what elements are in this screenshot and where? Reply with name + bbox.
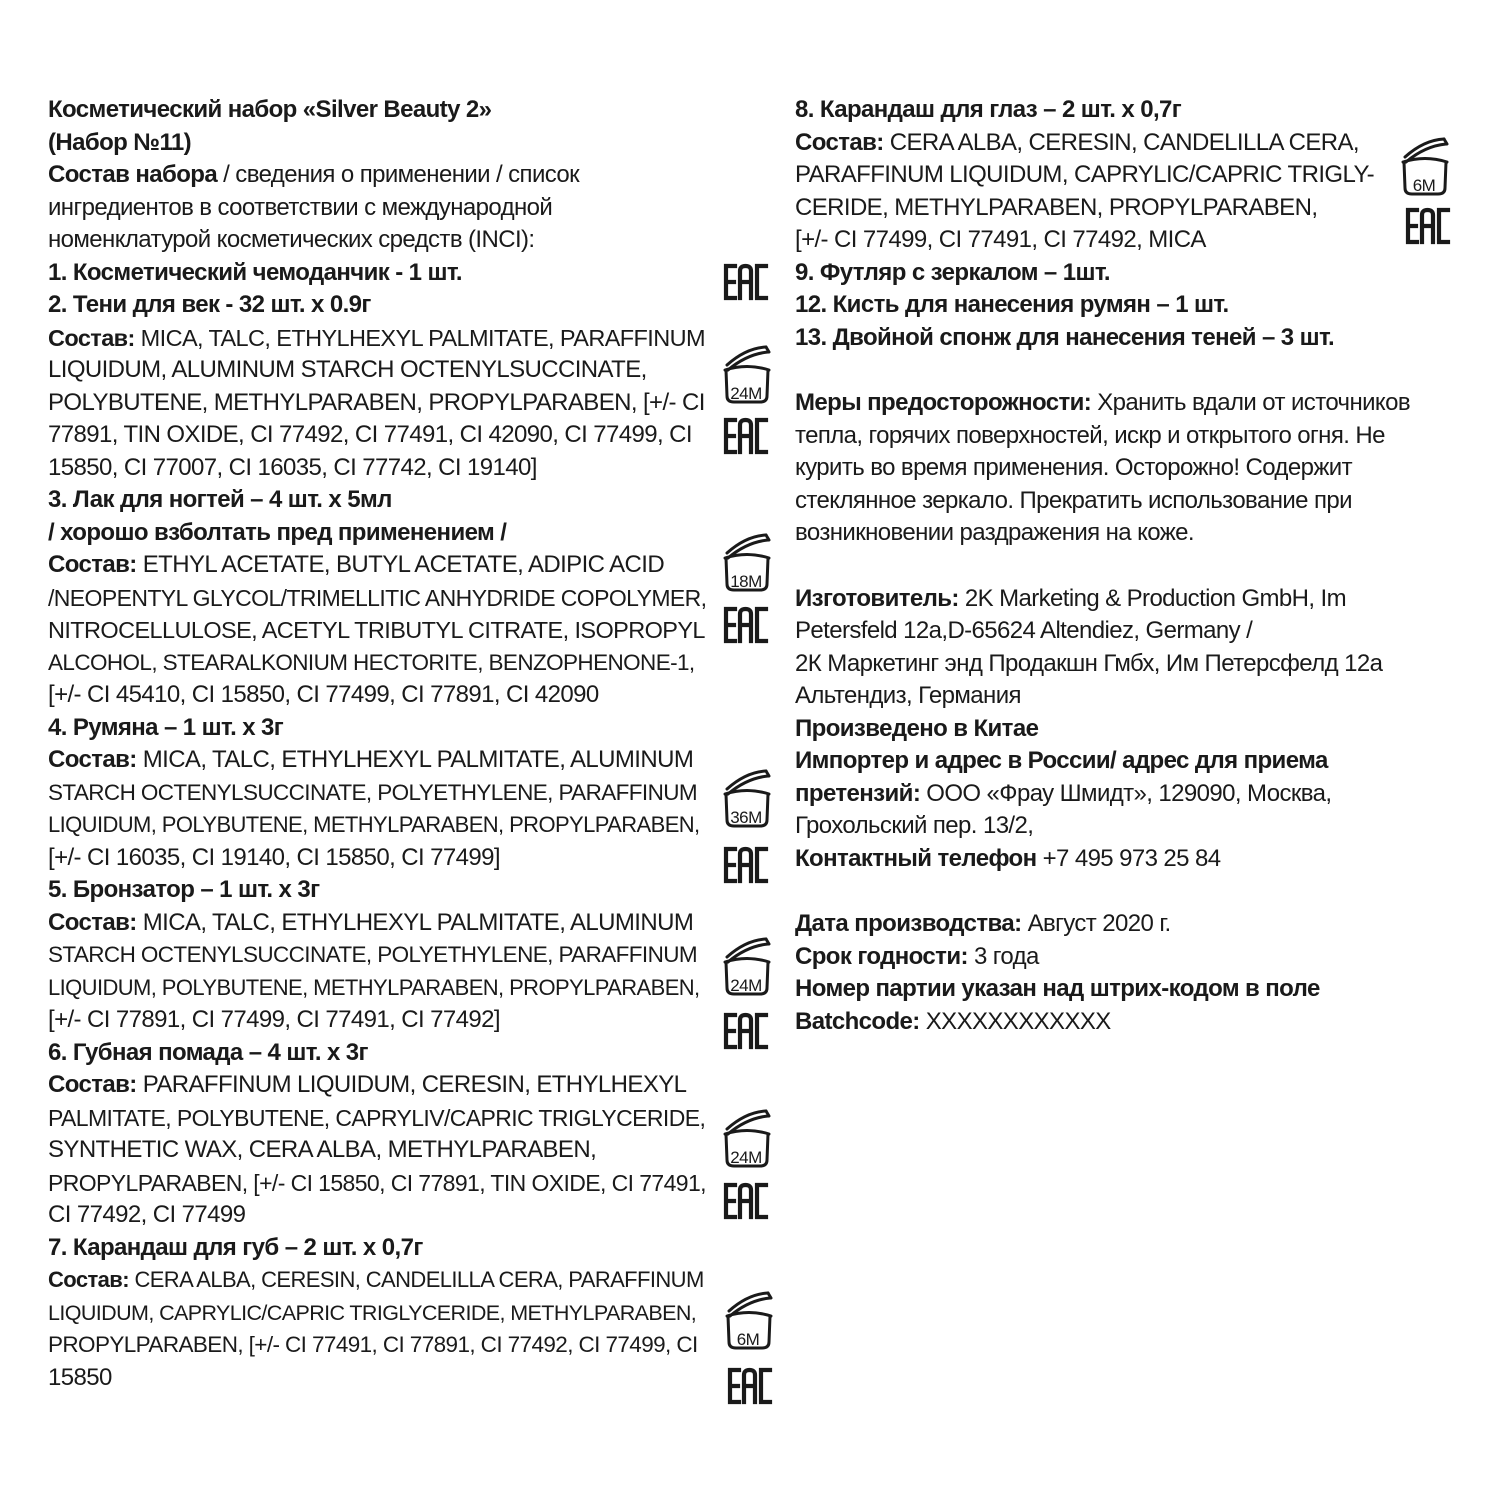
item-12-heading: 12. Кисть для нанесения румян – 1 шт.	[795, 291, 1229, 318]
ingredients-line: LIQUIDUM, POLYBUTENE, METHYLPARABEN, PROPYLPARABEN,	[48, 974, 700, 1000]
ingredients-line: [+/- CI 16035, CI 19140, CI 15850, CI 77499]	[48, 843, 500, 871]
contact-phone: Контактный телефон +7 495 973 25 84	[795, 844, 1221, 872]
open-jar-icon	[722, 768, 774, 828]
ingredients-line: PROPYLPARABEN, [+/- CI 77491, CI 77891, CI 77492, CI 77499, CI	[48, 1332, 698, 1357]
ingredients-line: 15850, CI 77007, CI 16035, CI 77742, CI 19140]	[48, 453, 537, 481]
ingredients-line: LIQUIDUM, ALUMINUM STARCH OCTENYLSUCCINATE,	[48, 356, 647, 383]
product-title: Косметический набор «Silver Beauty 2»	[48, 96, 492, 123]
eac-mark-icon	[722, 262, 770, 302]
item-3-subheading: / хорошо взболтать пред применением /	[48, 518, 507, 546]
ingredients-line: NITROCELLULOSE, ACETYL TRIBUTYL CITRATE, ISOPROPYL	[48, 617, 705, 643]
ingredients-line: Состав: MICA, TALC, ETHYLHEXYL PALMITATE, ALUMINUM	[48, 908, 694, 936]
eac-mark-icon	[722, 845, 770, 885]
ingredients-line: PARAFFINUM LIQUIDUM, CAPRYLIC/CAPRIC TRIGLY-	[795, 161, 1375, 188]
importer-line: Грохольский пер. 13/2,	[795, 812, 1034, 839]
ingredients-line: 77891, TIN OXIDE, CI 77492, CI 77491, CI 42090, CI 77499, CI	[48, 421, 692, 448]
intro-line: ингредиентов в соответствии с международной	[48, 193, 553, 221]
batch-code: Batchcode: XXXXXXXXXXXX	[795, 1007, 1111, 1035]
intro-line: Состав набора / сведения о применении / список	[48, 161, 580, 188]
open-jar-icon	[724, 1290, 776, 1350]
ingredients-line: POLYBUTENE, METHYLPARABEN, PROPYLPARABEN, [+/- CI	[48, 388, 705, 416]
item-2-heading: 2. Тени для век - 32 шт. x 0.9г	[48, 291, 371, 318]
precautions-line: тепла, горячих поверхностей, искр и открытого огня. Не	[795, 421, 1385, 449]
item-7-heading: 7. Карандаш для губ – 2 шт. х 0,7г	[48, 1233, 423, 1261]
ingredients-line: STARCH OCTENYLSUCCINATE, POLYETHYLENE, PARAFFINUM	[48, 779, 698, 805]
open-jar-icon	[1400, 136, 1452, 196]
ingredients-line: Состав: PARAFFINUM LIQUIDUM, CERESIN, ETHYLHEXYL	[48, 1071, 687, 1098]
ingredients-line: PROPYLPARABEN, [+/- CI 15850, CI 77891, TIN OXIDE, CI 77491,	[48, 1169, 706, 1196]
item-6-heading: 6. Губная помада – 4 шт. х 3г	[48, 1038, 368, 1066]
manufacturer-line: 2К Маркетинг энд Продакшн Гмбх, Им Петерсфелд 12а	[795, 649, 1383, 677]
ingredients-line: [+/- CI 45410, CI 15850, CI 77499, CI 77891, CI 42090	[48, 681, 599, 708]
eac-mark-icon	[722, 1011, 770, 1051]
manufacturer-line: Petersfeld 12a,D-65624 Altendiez, Germany /	[795, 617, 1253, 644]
eac-mark-icon	[722, 605, 770, 645]
eac-mark-icon	[722, 1181, 770, 1221]
pao-label: 24M	[730, 976, 762, 995]
ingredients-line: STARCH OCTENYLSUCCINATE, POLYETHYLENE, PARAFFINUM	[48, 942, 698, 967]
open-jar-icon	[722, 936, 774, 996]
precautions-line: стеклянное зеркало. Прекратить использование при	[795, 486, 1352, 514]
shelf-life: Срок годности: 3 года	[795, 942, 1039, 970]
pao-label: 24M	[730, 1148, 762, 1167]
ingredients-line: [+/- CI 77891, CI 77499, CI 77491, CI 77492]	[48, 1006, 500, 1033]
production-date: Дата производства: Август 2020 г.	[795, 910, 1171, 937]
ingredients-line: CI 77492, CI 77499	[48, 1201, 246, 1228]
eac-mark-icon	[722, 416, 770, 456]
item-5-heading: 5. Бронзатор – 1 шт. х 3г	[48, 876, 320, 903]
pao-label: 24M	[730, 384, 762, 403]
ingredients-line: CERIDE, METHYLPARABEN, PROPYLPARABEN,	[795, 193, 1318, 221]
ingredients-line: [+/- CI 77499, CI 77491, CI 77492, MICA	[795, 226, 1206, 253]
precautions-line: возникновении раздражения на коже.	[795, 519, 1195, 546]
importer-label: Импортер и адрес в России/ адрес для приема	[795, 747, 1328, 774]
pao-label: 18M	[730, 572, 762, 591]
ingredients-line: Состав: CERA ALBA, CERESIN, CANDELILLA CERA, PARAFFINUM	[48, 1267, 704, 1292]
eac-mark-icon	[726, 1366, 774, 1406]
right-column	[795, 94, 1455, 1038]
ingredients-line: 15850	[48, 1363, 112, 1391]
intro-line: номенклатурой косметических средств (INCI):	[48, 226, 535, 253]
item-13-heading: 13. Двойной спонж для нанесения теней – 3 шт.	[795, 323, 1335, 351]
manufacturer-line: Альтендиз, Германия	[795, 682, 1021, 709]
item-8-heading: 8. Карандаш для глаз – 2 шт. х 0,7г	[795, 96, 1182, 123]
ingredients-line: Состав: MICA, TALC, ETHYLHEXYL PALMITATE, PARAFFINUM	[48, 324, 705, 351]
open-jar-icon	[722, 344, 774, 404]
item-9-heading: 9. Футляр с зеркалом – 1шт.	[795, 258, 1110, 286]
open-jar-icon	[722, 532, 774, 592]
ingredients-line: SYNTHETIC WAX, CERA ALBA, METHYLPARABEN,	[48, 1136, 597, 1163]
left-column	[48, 94, 708, 1394]
made-in-china: Произведено в Китае	[795, 714, 1039, 742]
ingredients-line: ALCOHOL, STEARALKONIUM HECTORITE, BENZOPHENONE-1,	[48, 649, 695, 675]
ingredients-line: Состав: CERA ALBA, CERESIN, CANDELILLA CERA,	[795, 128, 1359, 156]
ingredients-line: PALMITATE, POLYBUTENE, CAPRYLIV/CAPRIC TRIGLYCERIDE,	[48, 1104, 706, 1131]
item-4-heading: 4. Румяна – 1 шт. х 3г	[48, 713, 284, 741]
set-number: (Набор №11)	[48, 128, 192, 156]
precautions-line: курить во время применения. Осторожно! Содержит	[795, 454, 1352, 481]
importer-line: претензий: ООО «Фрау Шмидт», 129090, Москва,	[795, 779, 1332, 807]
pao-label: 36M	[730, 808, 762, 827]
item-3-heading: 3. Лак для ногтей – 4 шт. х 5мл	[48, 486, 392, 513]
pao-label: 6M	[1412, 176, 1436, 195]
manufacturer-line: Изготовитель: 2K Marketing & Production GmbH, Im	[795, 584, 1346, 612]
ingredients-line: Состав: MICA, TALC, ETHYLHEXYL PALMITATE, ALUMINUM	[48, 746, 694, 773]
ingredients-line: LIQUIDUM, POLYBUTENE, METHYLPARABEN, PROPYLPARABEN,	[48, 812, 700, 837]
precautions-line: Меры предосторожности: Хранить вдали от источников	[795, 389, 1410, 416]
ingredients-line: /NEOPENTYL GLYCOL/TRIMELLITIC ANHYDRIDE COPOLYMER,	[48, 584, 707, 611]
open-jar-icon	[722, 1108, 774, 1168]
ingredients-line: LIQUIDUM, CAPRYLIC/CAPRIC TRIGLYCERIDE, METHYLPARABEN,	[48, 1300, 697, 1325]
pao-label: 6M	[736, 1330, 760, 1349]
ingredients-line: Состав: ETHYL ACETATE, BUTYL ACETATE, ADIPIC ACID	[48, 551, 665, 578]
eac-mark-icon	[1404, 206, 1452, 246]
item-1-heading: 1. Косметический чемоданчик - 1 шт.	[48, 258, 463, 286]
batch-note: Номер партии указан над штрих-кодом в поле	[795, 975, 1320, 1002]
